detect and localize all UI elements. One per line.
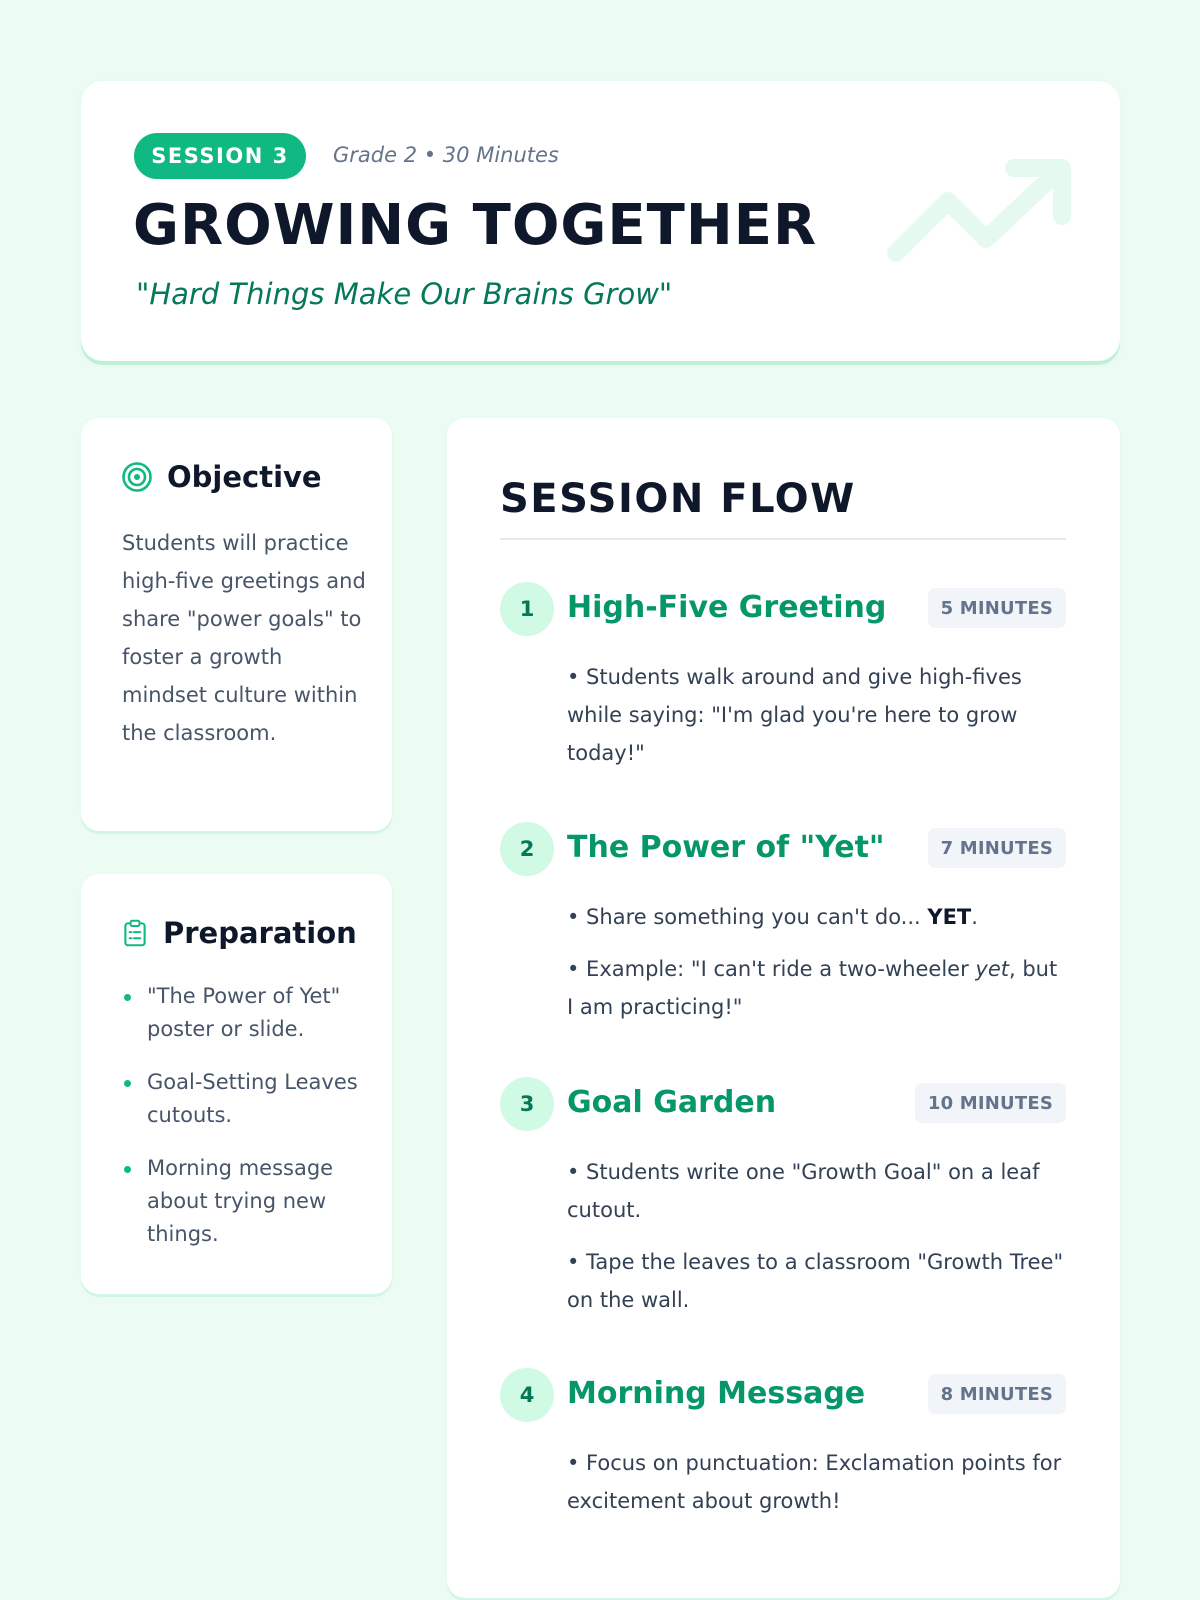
trending-up-icon xyxy=(886,156,1096,271)
list-item: Morning message about trying new things. xyxy=(122,1152,372,1251)
bullet-emphasis: yet xyxy=(975,957,1009,981)
objective-header xyxy=(121,460,322,494)
flow-step-1 xyxy=(500,582,1066,786)
step-bullet: • Students walk around and give high-fives while saying: "I'm glad you're here to grow today!" xyxy=(567,665,1022,765)
bullet-emphasis: YET xyxy=(927,905,972,929)
duration-badge: 5 MINUTES xyxy=(928,588,1066,628)
preparation-heading: Preparation xyxy=(163,916,357,950)
step-number: 1 xyxy=(500,582,554,636)
target-icon xyxy=(121,461,153,493)
preparation-card xyxy=(81,874,392,1294)
step-bullet: • Tape the leaves to a classroom "Growth Tree" on the wall. xyxy=(567,1250,1064,1312)
step-bullet xyxy=(567,898,1066,936)
step-number: 4 xyxy=(500,1368,554,1422)
preparation-list xyxy=(122,980,372,1271)
session-badge: SESSION 3 xyxy=(134,133,306,179)
list-item: "The Power of Yet" poster or slide. xyxy=(122,980,372,1046)
objective-heading: Objective xyxy=(167,460,322,494)
step-title: High-Five Greeting xyxy=(567,590,887,625)
duration-badge: 10 MINUTES xyxy=(915,1083,1066,1123)
objective-text: Students will practice high-five greetings and share "power goals" to foster a growth mindset culture within the classroom. xyxy=(122,531,366,745)
session-flow-heading: SESSION FLOW xyxy=(500,476,856,522)
bullet-text: • Share something you can't do... xyxy=(567,905,928,929)
flow-step-3 xyxy=(500,1077,1066,1333)
objective-card xyxy=(81,418,392,831)
duration-badge: 8 MINUTES xyxy=(928,1374,1066,1414)
step-bullet: • Students write one "Growth Goal" on a leaf cutout. xyxy=(567,1160,1040,1222)
page-title: GROWING TOGETHER xyxy=(133,193,818,258)
step-title: Goal Garden xyxy=(567,1085,777,1120)
page-subtitle: "Hard Things Make Our Brains Grow" xyxy=(136,277,673,311)
duration-badge: 7 MINUTES xyxy=(928,828,1066,868)
flow-step-4 xyxy=(500,1368,1066,1534)
session-flow-card xyxy=(447,418,1120,1598)
list-item: Goal-Setting Leaves cutouts. xyxy=(122,1066,372,1132)
grade-duration-meta: Grade 2 • 30 Minutes xyxy=(333,143,559,167)
clipboard-list-icon xyxy=(121,918,149,948)
step-bullet xyxy=(567,950,1066,1026)
step-title: Morning Message xyxy=(567,1376,866,1411)
bullet-text: • Example: "I can't ride a two-wheeler xyxy=(567,957,976,981)
step-number: 3 xyxy=(500,1077,554,1131)
divider xyxy=(500,538,1066,540)
step-title: The Power of "Yet" xyxy=(567,830,885,865)
step-bullet: • Focus on punctuation: Exclamation points for excitement about growth! xyxy=(567,1451,1062,1513)
bullet-text: , but I am practicing!" xyxy=(567,957,1058,1019)
session-header-card xyxy=(81,81,1120,361)
bullet-text: . xyxy=(971,905,978,929)
flow-step-2 xyxy=(500,822,1066,1040)
preparation-header xyxy=(121,916,357,950)
step-number: 2 xyxy=(500,822,554,876)
